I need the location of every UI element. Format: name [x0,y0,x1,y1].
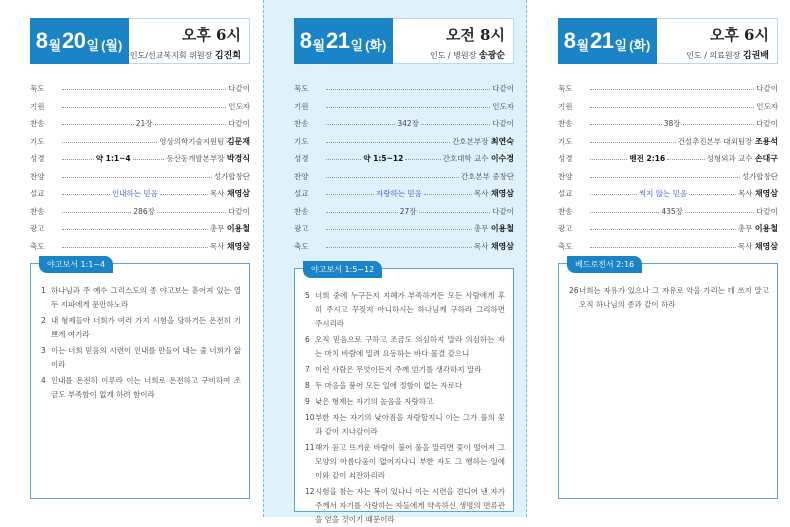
dot-leader [326,124,395,125]
row-detail: 자랑하는 믿음 [376,189,422,199]
worship-row [30,203,250,221]
service-time: 오후 6시 [181,26,241,44]
row-label: 광고 [294,224,309,234]
dot-leader [62,229,208,230]
dot-leader [590,159,627,160]
row-value [474,223,514,234]
row-label: 기원 [30,101,45,111]
row-value: 인도자 [492,101,514,111]
person-name: 이용철 [226,224,250,234]
verse-number: 8 [305,381,310,390]
dot-leader [590,107,754,108]
row-label: 성경 [558,154,573,164]
worship-row [30,238,250,256]
row-value [707,153,778,164]
leader-name: 김권배 [742,51,769,61]
worship-row [294,220,514,238]
worship-row [294,238,514,256]
verse-text: 내 형제들아 너희가 여러 가지 시험을 당하거든 온전히 기쁘게 여기라 [51,316,241,339]
worship-row [30,220,250,238]
person-name: 이수경 [490,154,515,164]
date-day-unit: 일 [86,37,100,53]
person-role: 영상의학기술지원팀 [159,136,225,146]
person-name: 채영삼 [754,241,778,251]
row-value: 성가합창단 [741,171,778,181]
person-name: 조용석 [754,136,778,146]
service-column [528,0,790,517]
row-detail: 38장 [663,119,681,129]
order-of-worship [558,80,778,255]
row-label: 축도 [558,241,573,251]
date-day: 21 [326,28,350,53]
dot-leader [683,124,755,125]
row-value: 다같이 [756,206,778,216]
person-name: 채영삼 [490,189,514,199]
date-month: 8 [35,28,48,53]
person-name: 채영삼 [226,241,250,251]
dot-leader [667,159,704,160]
dot-leader [326,107,490,108]
row-label: 설교 [30,189,45,199]
row-label: 찬송 [558,119,573,129]
dot-leader [590,124,662,125]
row-value: 인도자 [228,101,250,111]
worship-row [558,80,778,98]
dot-leader [685,212,754,213]
worship-row [30,115,250,133]
verse-number: 6 [305,335,310,344]
date-month-unit: 월 [576,37,590,53]
row-value [443,153,514,164]
dot-leader [421,124,490,125]
verse-text: 시험을 참는 자는 복이 있나니 이는 시련을 견디어 낸 자가 주께서 자기를 사랑하는 자들에게 약속하신 생명의 면류관을 얻을 것이기 때문이라 [315,487,505,524]
row-label: 성경 [294,154,309,164]
verse-number: 7 [305,365,310,374]
row-detail: 342장 [397,119,419,129]
dot-leader [424,194,472,195]
row-label: 광고 [30,224,45,234]
worship-row [30,98,250,116]
dot-leader [590,212,659,213]
verse-number: 26 [569,286,579,295]
dot-leader [689,194,736,195]
row-detail: 약 1:5~12 [363,154,404,164]
person-name: 박경식 [226,154,250,164]
dot-leader [326,194,374,195]
verse-text: 하나님과 주 예수 그리스도의 종 야고보는 흩어져 있는 열두 지파에게 문안하노라 [51,286,241,309]
dot-leader [326,229,472,230]
row-value [210,188,250,199]
worship-row [30,150,250,168]
row-label: 찬양 [294,171,309,181]
verse [305,379,505,393]
person-role: 간호대학 교수 [442,154,489,164]
verse-text: 해가 돋고 뜨거운 바람이 불어 풀을 말리면 꽃이 떨어져 그 모양의 아름다움이 없어지나니 부한 자도 그 행하는 일에 이와 같이 쇠잔하리라 [315,443,505,480]
verse-number: 9 [305,397,310,406]
date-month-unit: 월 [48,37,62,53]
dot-leader [62,89,226,90]
date-badge [30,18,129,64]
verse-text: 오직 믿음으로 구하고 조금도 의심하지 말라 의심하는 자는 마치 바람에 밀려 요동하는 바다 물결 같으니 [315,335,505,358]
worship-row [294,98,514,116]
dot-leader [590,229,736,230]
row-label: 성경 [30,154,45,164]
row-label: 찬송 [294,206,309,216]
verse [305,485,505,527]
worship-row [558,150,778,168]
dot-leader [62,142,157,143]
dot-leader [155,124,227,125]
dot-leader [590,194,637,195]
dot-leader [157,212,226,213]
verse [305,395,505,409]
dot-leader [326,247,472,248]
dot-leader [62,247,208,248]
date-weekday: (월) [101,37,123,53]
date-badge [558,18,657,64]
dot-leader [326,212,398,213]
row-label: 광고 [558,224,573,234]
row-label: 찬송 [558,206,573,216]
row-value [738,223,778,234]
row-value [474,188,514,199]
row-detail: 인내하는 믿음 [112,189,158,199]
row-value: 간호본부 중창단 [460,171,514,181]
verse [569,284,769,312]
row-label: 묵도 [30,84,45,94]
dot-leader [419,212,491,213]
person-role: 성형외과 교수 [706,154,753,164]
row-value: 다같이 [492,119,514,129]
verse [305,411,505,439]
worship-row [30,80,250,98]
dot-leader [62,177,212,178]
row-value [159,136,250,147]
verse [305,441,505,483]
row-value: 다같이 [228,206,250,216]
date-month: 8 [563,28,576,53]
date-day-unit: 일 [614,37,628,53]
verse [305,289,505,331]
person-name: 채영삼 [754,189,779,199]
leader-name: 김진희 [214,51,241,61]
row-value: 다같이 [492,206,515,216]
row-detail: 벧전 2:16 [629,154,666,164]
verse-number: 11 [305,443,315,452]
person-name: 최연숙 [490,136,514,146]
date-day-unit: 일 [350,37,364,53]
dot-leader [590,89,754,90]
row-value [474,241,514,252]
row-value [678,136,778,147]
worship-row [294,150,514,168]
scripture-reading-box [558,260,778,499]
worship-row [558,185,778,203]
person-role: 목사 [737,189,753,199]
person-role: 건설추진본부 대외팀장 [677,136,753,146]
row-detail: 27장 [399,206,417,216]
row-value: 성가합창단 [213,171,250,181]
row-value [210,241,250,252]
worship-row [30,133,250,151]
person-role: 간호본부장 [452,136,489,146]
dot-leader [326,177,459,178]
service-time: 오후 6시 [709,26,769,44]
order-of-worship [30,80,250,255]
verse-number: 12 [305,487,315,496]
service-header [294,18,514,64]
row-value [738,241,778,252]
row-label: 설교 [294,189,309,199]
row-value: 다같이 [492,84,514,94]
row-label: 묵도 [294,84,309,94]
row-detail: 약 1:1~4 [95,154,131,164]
service-time: 오전 8시 [445,26,505,44]
worship-row [294,115,514,133]
row-value: 인도자 [756,101,778,111]
verse [41,314,241,342]
person-role: 목사 [209,189,225,199]
row-label: 기도 [30,136,45,146]
row-label: 기원 [294,101,309,111]
leader-role: 인도/선교복지회 위원장 [129,51,213,60]
verse [41,284,241,312]
row-label: 기원 [558,101,573,111]
person-name: 손대구 [754,154,779,164]
worship-row [558,133,778,151]
scripture-reference: 베드로전서 2:16 [567,256,642,273]
row-label: 기도 [558,136,573,146]
row-label: 설교 [558,189,573,199]
person-role: 총무 [737,224,753,234]
verse [305,333,505,361]
row-value: 다같이 [756,119,779,129]
leader-name: 송광순 [478,51,505,61]
service-leader [130,48,241,61]
dot-leader [590,142,676,143]
verse-text: 너희 중에 누구든지 지혜가 부족하거든 모든 사람에게 후히 주시고 꾸짖지 아니하시는 하나님께 구하라 그리하면 주시리라 [315,291,505,328]
service-column [0,0,262,517]
person-name: 김문재 [226,136,250,146]
person-name: 이용철 [490,224,514,234]
worship-row [558,220,778,238]
row-label: 찬송 [30,206,45,216]
verse-text: 부한 자는 자기의 낮아짐을 자랑할지니 이는 그가 풀의 꽃과 같이 지나감이라 [315,413,505,436]
worship-row [30,168,250,186]
verse-list [569,284,769,312]
row-detail: 21장 [135,119,153,129]
scripture-reading-box [294,265,514,524]
service-header [558,18,778,64]
row-label: 기도 [294,136,309,146]
person-name: 채영삼 [490,241,514,251]
row-label: 찬양 [558,171,573,181]
date-weekday: (화) [365,37,387,53]
row-detail: 286장 [133,206,155,216]
verse-text: 낮은 형제는 자기의 높음을 자랑하고 [315,397,434,406]
verse-text: 인내를 온전히 이루라 이는 너희로 온전하고 구비하여 조금도 부족함이 없게 하려 함이라 [51,376,241,399]
worship-row [558,115,778,133]
verse-number: 10 [305,413,315,422]
verse-text: 너희는 자유가 있으나 그 자유로 악을 가리는 데 쓰지 말고 오직 하나님의 종과 같이 하라 [579,286,769,309]
dot-leader [62,159,94,160]
verse-number: 3 [41,346,46,355]
dot-leader [62,194,110,195]
worship-row [294,168,514,186]
date-day: 21 [590,28,614,53]
leader-role: 인도 / 병원장 [429,51,477,60]
row-value: 다같이 [756,84,778,94]
scripture-reference: 야고보서 1:5~12 [303,261,382,278]
person-role: 동산동개발본부장 [166,154,225,164]
dot-leader [405,159,440,160]
row-value [166,153,250,164]
row-value: 다같이 [228,84,250,94]
row-label: 찬송 [30,119,45,129]
service-leader [686,48,769,61]
worship-row [558,98,778,116]
service-column [263,0,527,524]
person-role: 목사 [473,241,489,251]
dot-leader [326,142,450,143]
row-label: 축도 [30,241,45,251]
worship-row [558,238,778,256]
verse-list [305,289,505,527]
worship-row [294,203,514,221]
row-value [452,136,514,147]
row-label: 축도 [294,241,309,251]
worship-row [294,185,514,203]
scripture-reference: 야고보서 1:1~4 [39,256,113,273]
person-role: 총무 [473,224,489,234]
row-detail: 썩지 않는 믿음 [638,189,688,199]
dot-leader [62,107,226,108]
date-month-unit: 월 [312,37,326,53]
person-role: 총무 [209,224,225,234]
verse-list [41,284,241,402]
scripture-reading-box [30,260,250,499]
service-leader [430,48,505,61]
dot-leader [590,247,736,248]
dot-leader [326,89,490,90]
person-role: 목사 [473,189,489,199]
row-detail: 435장 [661,206,683,216]
row-label: 찬송 [294,119,309,129]
verse-text: 이런 사람은 무엇이든지 주께 얻기를 생각하지 말라 [315,365,482,374]
date-weekday: (화) [629,37,651,53]
dot-leader [62,212,131,213]
person-role: 목사 [209,241,225,251]
row-value [210,223,250,234]
date-month: 8 [299,28,312,53]
verse-number: 2 [41,316,46,325]
worship-row [294,80,514,98]
leader-role: 인도 / 의료원장 [686,51,741,60]
date-day: 20 [62,28,86,53]
dot-leader [160,194,208,195]
verse-text: 이는 너희 믿음의 시련이 인내를 만들어 내는 줄 너희가 앎이라 [51,346,241,369]
row-label: 묵도 [558,84,573,94]
row-value [738,188,778,199]
order-of-worship [294,80,514,255]
date-badge [294,18,393,64]
person-name: 이용철 [754,224,778,234]
worship-row [294,133,514,151]
row-label: 찬양 [30,171,45,181]
worship-row [30,185,250,203]
person-name: 채영삼 [226,189,250,199]
verse-number: 1 [41,286,46,295]
worship-row [558,203,778,221]
verse [41,374,241,402]
dot-leader [62,124,134,125]
verse-text: 두 마음을 품어 모든 일에 정함이 없는 자로다 [315,381,463,390]
worship-row [558,168,778,186]
dot-leader [326,159,361,160]
dot-leader [133,159,165,160]
verse [41,344,241,372]
service-header [30,18,250,64]
person-role: 목사 [737,241,753,251]
verse-number: 5 [305,291,310,300]
row-value: 다같이 [228,119,251,129]
verse [305,363,505,377]
dot-leader [590,177,740,178]
verse-number: 4 [41,376,46,385]
